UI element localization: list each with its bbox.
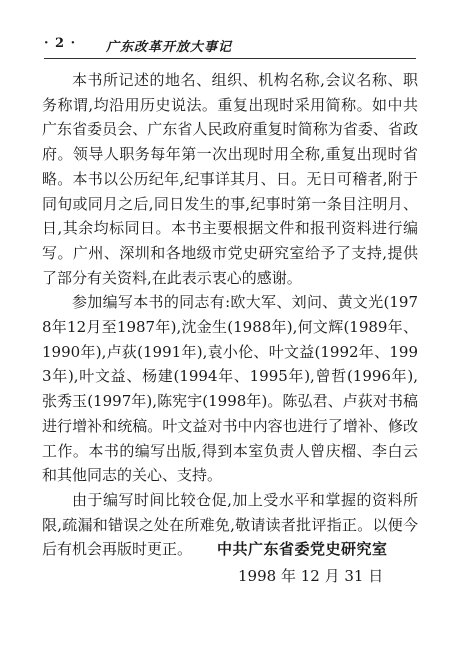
header-rule — [44, 58, 416, 59]
running-title: 广东改革开放大事记 — [106, 40, 233, 55]
page-header — [44, 36, 416, 58]
signature-date: 1998 年 12 月 31 日 — [238, 567, 384, 585]
paragraph-apology: 由于编写时间比较仓促,加上受水平和掌握的资料所限,疏漏和错误之处在所难免,敬请读者批评指正。以便今后有机会再版时更正。 — [42, 490, 418, 559]
page-number: · 2 · — [44, 36, 77, 51]
paragraph-contributors: 参加编写本书的同志有:欧大军、刘问、黄文光(1978年12月至1987年),沈金生(1988年),何文辉(1989年、1990年),卢荻(1991年),袁小伦、叶文益(1992年、1993年),叶文益、杨建(1994年、1995年),曾哲(1996年),张秀玉(1997年),陈宪宇(1998年)。陈弘君、卢荻对书稿进行增补和统稿。叶文益对书中内容也进行了增补、修改工作。本书的编写出版,得到本室负责人曾庆榴、李白云和其他同志的关心、支持。 — [42, 293, 418, 485]
signature-organization: 中共广东省委党史研究室 — [217, 540, 388, 558]
body-text — [42, 68, 418, 562]
paragraph-naming-conventions: 本书所记述的地名、组织、机构名称,会议名称、职务称谓,均沿用历史说法。重复出现时采用简称。如中共广东省委员会、广东省人民政府重复时简称为省委、省政府。领导人职务每年第一次出现时用全称,重复出现时省略。本书以公历纪年,纪事详其月、日。无日可稽者,附于同旬或同月之后,同日发生的事,纪事时第一条目注明月、日,其余均标同日。本书主要根据文件和报刊资料进行编写。广州、深圳和各地级市党史研究室给予了支持,提供了部分有关资料,在此表示衷心的感谢。 — [42, 71, 418, 287]
